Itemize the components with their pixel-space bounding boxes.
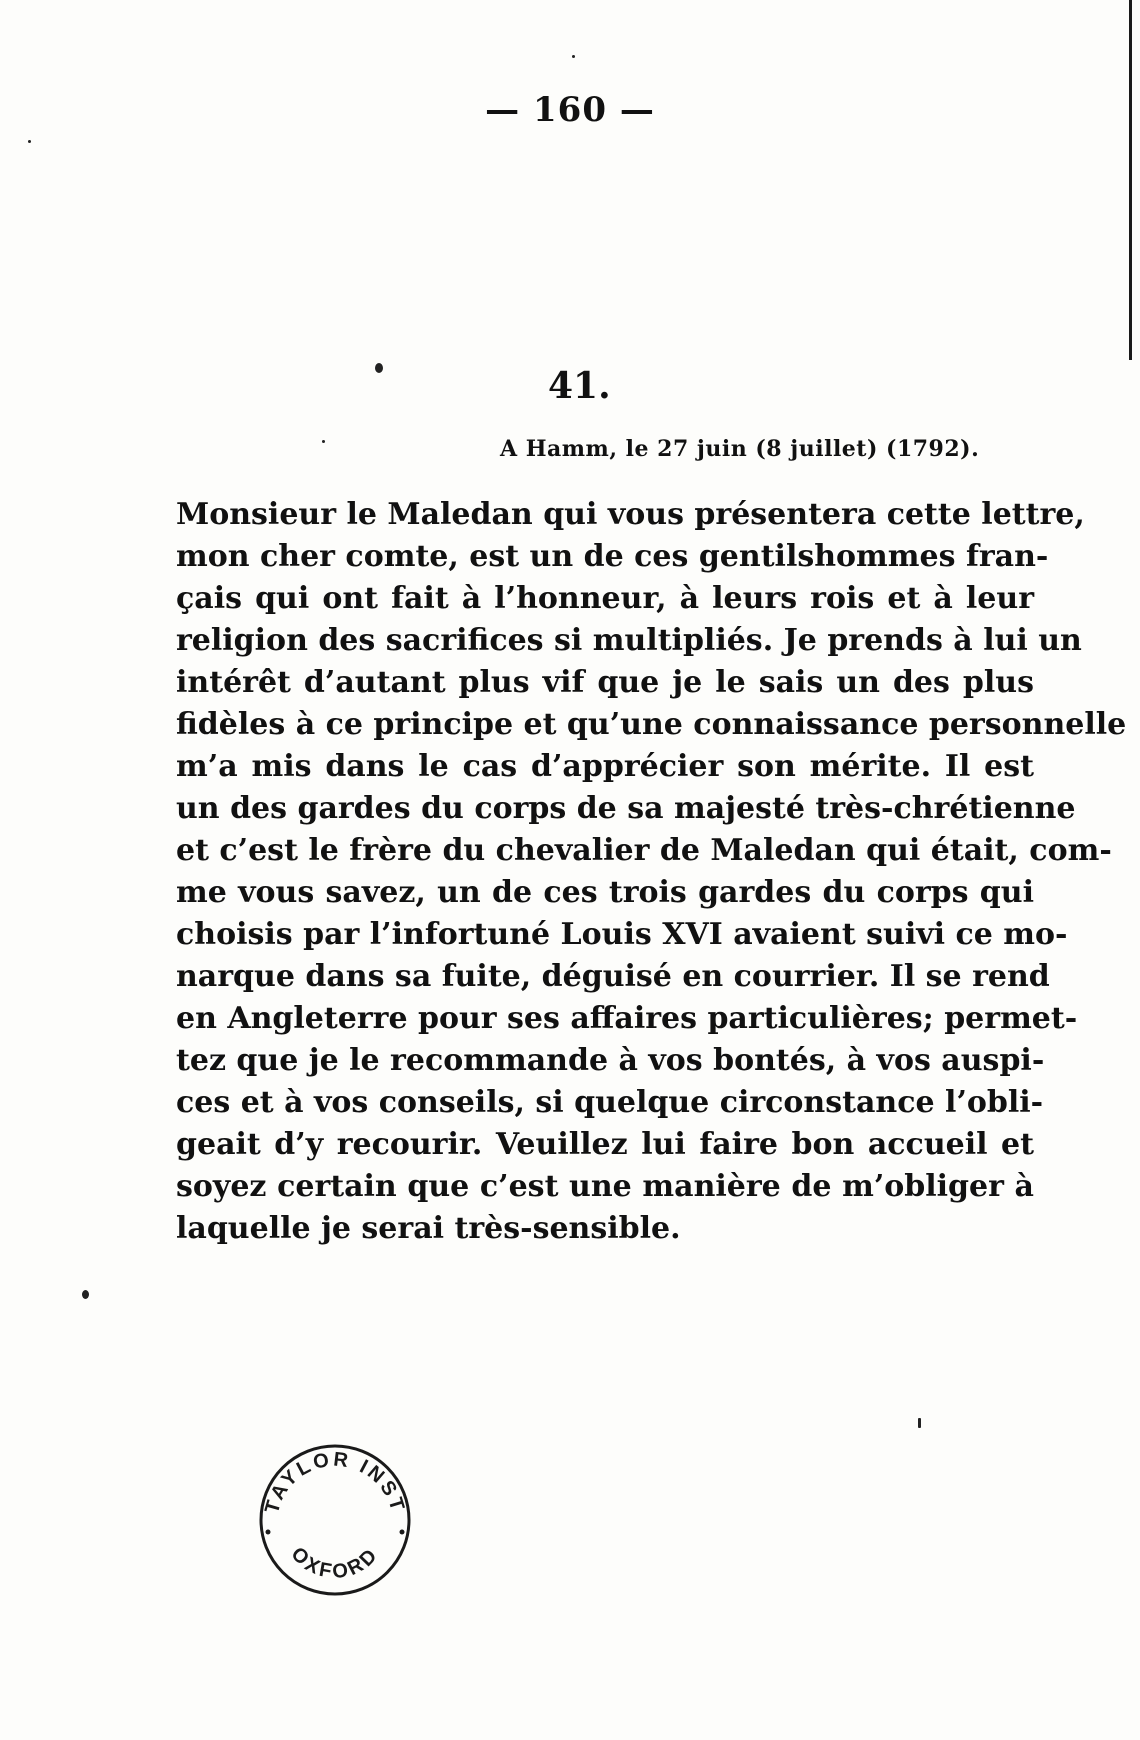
body-line: et c’est le frère du chevalier de Maledan qui était, com- [176,833,1112,868]
page-number: — 160 — [485,90,655,130]
dateline: A Hamm, le 27 juin (8 juillet) (1792). [500,436,980,462]
body-line: tez que je le recommande à vos bontés, à vos auspi- [176,1043,1045,1078]
body-line: choisis par l’infortuné Louis XVI avaient suivi ce mo- [176,917,1068,952]
letter-number: 41. [548,365,611,407]
body-line: me vous savez, un de ces trois gardes du corps qui [176,875,1034,910]
scan-speck [572,55,575,58]
body-line: çais qui ont fait à l’honneur, à leurs rois et à leur [176,581,1034,616]
scan-speck [918,1418,921,1428]
body-line: mon cher comte, est un de ces gentilshommes fran- [176,539,1049,574]
body-line: un des gardes du corps de sa majesté très-chrétienne [176,791,1076,826]
body-line: geait d’y recourir. Veuillez lui faire bon accueil et [176,1127,1034,1162]
page-edge-rule [1129,0,1132,360]
scan-speck [82,1290,89,1299]
body-line: en Angleterre pour ses affaires particulières; permet- [176,1001,1078,1036]
letter-body [176,494,1127,1250]
scan-speck [28,140,31,143]
scan-speck [375,363,383,373]
stamp-bottom-text: OXFORD [286,1543,384,1584]
stamp-dot [266,1530,271,1535]
stamp-dot [400,1530,405,1535]
library-stamp [255,1440,415,1600]
body-line: soyez certain que c’est une manière de m’obliger à [176,1169,1034,1204]
body-line: Monsieur le Maledan qui vous présentera cette lettre, [176,497,1085,532]
body-line: ces et à vos conseils, si quelque circonstance l’obli- [176,1085,1044,1120]
body-line: fidèles à ce principe et qu’une connaissance personnelle [176,707,1127,742]
stamp-top-text: TAYLOR INST [261,1448,410,1516]
body-line: religion des sacrifices si multipliés. Je prends à lui un [176,623,1082,658]
body-line: laquelle je serai très-sensible. [176,1211,681,1246]
body-line: m’a mis dans le cas d’apprécier son mérite. Il est [176,749,1034,784]
body-line: intérêt d’autant plus vif que je le sais un des plus [176,665,1034,700]
body-line: narque dans sa fuite, déguisé en courrier. Il se rend [176,959,1050,994]
scan-speck [322,440,325,443]
